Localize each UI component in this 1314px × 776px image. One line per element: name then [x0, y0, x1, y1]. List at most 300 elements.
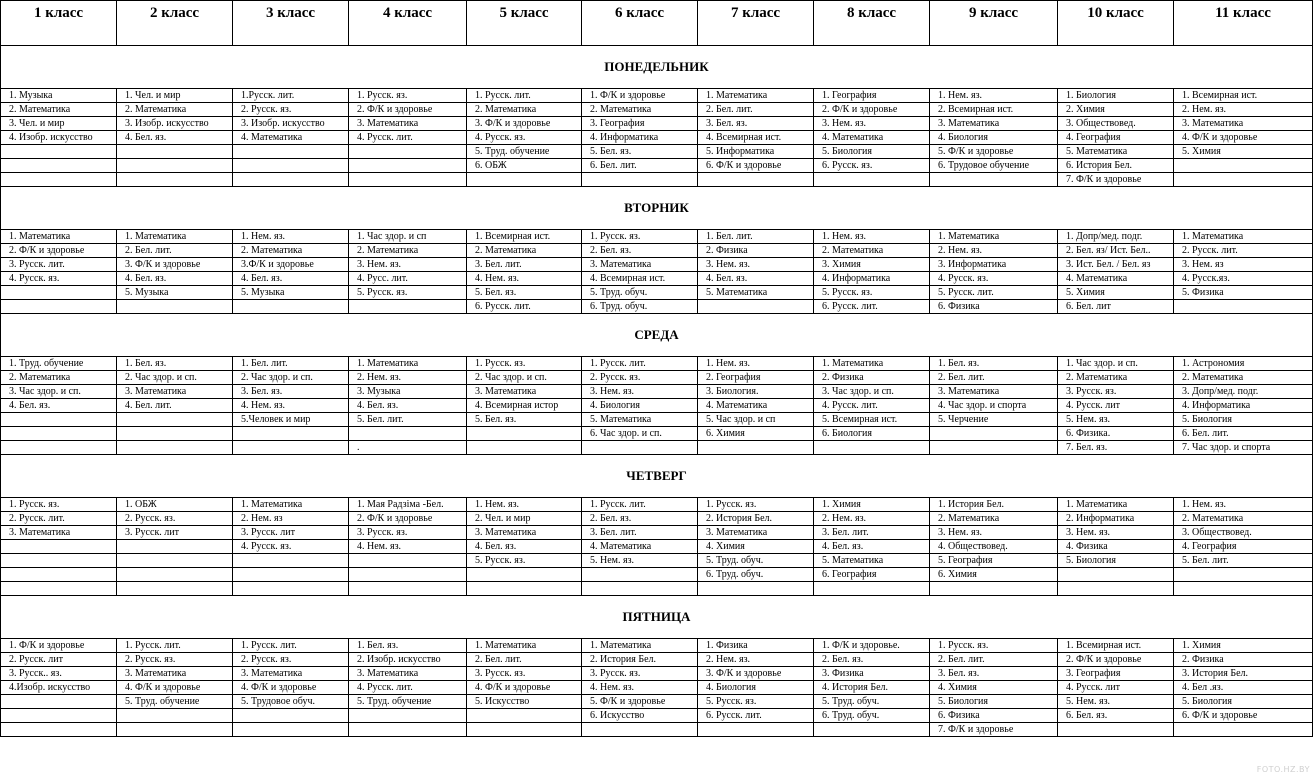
day-header-row: [1, 314, 1313, 357]
lesson-cell: [117, 723, 233, 737]
lesson-cell: 1. Нем. яз.: [1174, 498, 1313, 512]
lesson-cell: 5. Химия: [1058, 286, 1174, 300]
lesson-cell: 7. Ф/К и здоровье: [930, 723, 1058, 737]
lesson-cell: 5. Искусство: [467, 695, 582, 709]
lesson-cell: 2. Математика: [582, 103, 698, 117]
lesson-cell: 2. География: [698, 371, 814, 385]
lesson-cell: [117, 173, 233, 187]
lesson-cell: 1. Математика: [233, 498, 349, 512]
lesson-cell: 2. Физика: [814, 371, 930, 385]
lesson-cell: 1. Допр/мед. подг.: [1058, 230, 1174, 244]
lesson-cell: 4. Бел. яз.: [1, 399, 117, 413]
lesson-cell: [467, 709, 582, 723]
lesson-cell: 4. Биология: [930, 131, 1058, 145]
class-header: 7 класс: [698, 1, 814, 46]
lesson-cell: [117, 300, 233, 314]
lesson-row: [1, 681, 1313, 695]
lesson-cell: 1. Труд. обучение: [1, 357, 117, 371]
lesson-cell: [814, 582, 930, 596]
lesson-cell: 1. Биология: [1058, 89, 1174, 103]
lesson-cell: 6. Физика.: [1058, 427, 1174, 441]
day-header-row: [1, 455, 1313, 498]
lesson-cell: 5. Русск. яз.: [814, 286, 930, 300]
lesson-cell: 2. Русск. лит: [1, 653, 117, 667]
lesson-cell: 5. Труд. обучение: [117, 695, 233, 709]
lesson-cell: 2. Информатика: [1058, 512, 1174, 526]
lesson-cell: 1. Бел. яз.: [930, 357, 1058, 371]
lesson-cell: 4. Ф/К и здоровье: [233, 681, 349, 695]
lesson-cell: 4. История Бел.: [814, 681, 930, 695]
lesson-cell: 3. Обществовед.: [1058, 117, 1174, 131]
lesson-cell: 5. Русск. яз.: [698, 695, 814, 709]
lesson-cell: [1, 568, 117, 582]
lesson-cell: [1, 582, 117, 596]
lesson-cell: 2. Бел. яз/ Ист. Бел..: [1058, 244, 1174, 258]
lesson-cell: 6. Труд. обуч.: [698, 568, 814, 582]
lesson-cell: 1. История Бел.: [930, 498, 1058, 512]
lesson-cell: 2. Математика: [1058, 371, 1174, 385]
lesson-cell: 4. Русс. лит.: [349, 272, 467, 286]
lesson-cell: 5. Час здор. и сп: [698, 413, 814, 427]
lesson-cell: 4. География: [1058, 131, 1174, 145]
lesson-cell: 2. Всемирная ист.: [930, 103, 1058, 117]
lesson-cell: 6. Искусство: [582, 709, 698, 723]
lesson-cell: 2. Час здор. и сп.: [467, 371, 582, 385]
lesson-cell: 6. Биология: [814, 427, 930, 441]
lesson-cell: 4. Информатика: [582, 131, 698, 145]
lesson-cell: 3. Обществовед.: [1174, 526, 1313, 540]
lesson-cell: 4. Всемирная ист.: [698, 131, 814, 145]
lesson-row: [1, 413, 1313, 427]
lesson-cell: 6. Физика: [930, 709, 1058, 723]
lesson-cell: 5. Труд. обуч.: [698, 554, 814, 568]
lesson-cell: 2. Математика: [1174, 512, 1313, 526]
day-name: ВТОРНИК: [1, 187, 1313, 230]
lesson-cell: 3. Математика: [1174, 117, 1313, 131]
lesson-cell: 5. Русск. яз.: [349, 286, 467, 300]
lesson-cell: 6. Русск. лит.: [814, 300, 930, 314]
lesson-cell: 4. Бел. яз.: [698, 272, 814, 286]
lesson-cell: 5. Математика: [1058, 145, 1174, 159]
lesson-cell: [1174, 173, 1313, 187]
lesson-cell: 5. Русск. яз.: [467, 554, 582, 568]
lesson-cell: 3. Русск. яз.: [1058, 385, 1174, 399]
lesson-cell: [117, 540, 233, 554]
lesson-cell: 1. Русск. яз.: [698, 498, 814, 512]
lesson-cell: [582, 441, 698, 455]
lesson-cell: 6. Бел. яз.: [1058, 709, 1174, 723]
lesson-cell: [814, 441, 930, 455]
lesson-cell: 1. Русск. лит.: [233, 639, 349, 653]
lesson-row: [1, 371, 1313, 385]
lesson-cell: 3. Ф/К и здоровье: [698, 667, 814, 681]
lesson-cell: 4. Час здор. и спорта: [930, 399, 1058, 413]
lesson-cell: 3. Математика: [698, 526, 814, 540]
lesson-cell: 4.Изобр. искусство: [1, 681, 117, 695]
lesson-cell: [1, 159, 117, 173]
lesson-cell: 2. Час здор. и сп.: [117, 371, 233, 385]
lesson-cell: 7. Ф/К и здоровье: [1058, 173, 1174, 187]
lesson-cell: [1, 540, 117, 554]
lesson-cell: 5. Бел. яз.: [582, 145, 698, 159]
lesson-cell: 2. Нем. яз.: [349, 371, 467, 385]
lesson-row: [1, 286, 1313, 300]
lesson-cell: 3. География: [582, 117, 698, 131]
lesson-cell: [698, 582, 814, 596]
lesson-cell: 4. Изобр. искусство: [1, 131, 117, 145]
lesson-row: [1, 723, 1313, 737]
lesson-cell: 1. Мая Радзіма -Бел.: [349, 498, 467, 512]
lesson-cell: [582, 582, 698, 596]
lesson-row: [1, 568, 1313, 582]
lesson-cell: 3. Математика: [117, 385, 233, 399]
lesson-row: [1, 300, 1313, 314]
lesson-cell: [467, 441, 582, 455]
lesson-cell: 4. Физика: [1058, 540, 1174, 554]
lesson-row: [1, 512, 1313, 526]
lesson-cell: 5. Биология: [930, 695, 1058, 709]
lesson-cell: 3. Русск. яз.: [582, 667, 698, 681]
lesson-cell: 3. Русск.. яз.: [1, 667, 117, 681]
lesson-cell: 1. Нем. яз.: [698, 357, 814, 371]
lesson-cell: 4. Русск. лит: [1058, 681, 1174, 695]
lesson-cell: 4. Химия: [698, 540, 814, 554]
lesson-row: [1, 89, 1313, 103]
lesson-cell: 4. Ф/К и здоровье: [117, 681, 233, 695]
lesson-cell: 2. Математика: [233, 244, 349, 258]
lesson-cell: 1. Физика: [698, 639, 814, 653]
lesson-row: [1, 258, 1313, 272]
class-header: 4 класс: [349, 1, 467, 46]
lesson-cell: [233, 554, 349, 568]
lesson-cell: 2. Русск. яз.: [117, 512, 233, 526]
class-header: 11 класс: [1174, 1, 1313, 46]
lesson-cell: 3. Изобр. искусство: [233, 117, 349, 131]
lesson-cell: 6. Химия: [698, 427, 814, 441]
lesson-cell: 1. Бел. яз.: [349, 639, 467, 653]
lesson-cell: 6. Час здор. и сп.: [582, 427, 698, 441]
lesson-cell: 3. Допр/мед. подг.: [1174, 385, 1313, 399]
lesson-cell: [233, 723, 349, 737]
lesson-cell: 4. Нем. яз.: [467, 272, 582, 286]
lesson-cell: 1. Час здор. и сп.: [1058, 357, 1174, 371]
lesson-cell: 4. Информатика: [814, 272, 930, 286]
lesson-cell: 3. Час здор. и сп.: [1, 385, 117, 399]
day-name: ПЯТНИЦА: [1, 596, 1313, 639]
lesson-cell: 1. Русск. яз.: [467, 357, 582, 371]
lesson-cell: 5. Бел. яз.: [467, 413, 582, 427]
lesson-cell: 6. История Бел.: [1058, 159, 1174, 173]
lesson-cell: 5. Математика: [582, 413, 698, 427]
lesson-cell: 5. Нем. яз.: [1058, 695, 1174, 709]
lesson-row: [1, 695, 1313, 709]
lesson-cell: 1. Русск. яз.: [1, 498, 117, 512]
lesson-cell: [1174, 723, 1313, 737]
lesson-cell: 5. Информатика: [698, 145, 814, 159]
lesson-cell: [1, 300, 117, 314]
lesson-cell: 2. Бел. лит.: [117, 244, 233, 258]
lesson-cell: [117, 413, 233, 427]
lesson-cell: 3. Бел. лит.: [814, 526, 930, 540]
lesson-cell: [349, 723, 467, 737]
lesson-cell: 3. Час здор. и сп.: [814, 385, 930, 399]
lesson-cell: 3. Нем. яз.: [698, 258, 814, 272]
lesson-cell: [349, 173, 467, 187]
lesson-cell: 3. Математика: [1, 526, 117, 540]
lesson-cell: 2. Бел. лит.: [698, 103, 814, 117]
lesson-cell: 2. Бел. яз.: [582, 512, 698, 526]
lesson-cell: 2. Ф/К и здоровье: [1, 244, 117, 258]
lesson-cell: 5. Музыка: [233, 286, 349, 300]
lesson-cell: 5. Музыка: [117, 286, 233, 300]
lesson-cell: [698, 723, 814, 737]
lesson-cell: 4. Ф/К и здоровье: [467, 681, 582, 695]
lesson-cell: [1058, 568, 1174, 582]
lesson-cell: [1, 441, 117, 455]
lesson-cell: [698, 173, 814, 187]
lesson-row: [1, 667, 1313, 681]
lesson-cell: 3. Математика: [349, 667, 467, 681]
lesson-cell: 1. Математика: [349, 357, 467, 371]
lesson-cell: 1. Чел. и мир: [117, 89, 233, 103]
lesson-cell: 3. Физика: [814, 667, 930, 681]
lesson-cell: 2. Математика: [1, 103, 117, 117]
lesson-cell: [233, 300, 349, 314]
lesson-cell: 3. Математика: [117, 667, 233, 681]
lesson-cell: 3. Математика: [233, 667, 349, 681]
lesson-cell: [582, 173, 698, 187]
lesson-cell: 6. Физика: [930, 300, 1058, 314]
lesson-cell: 5. Бел. лит.: [349, 413, 467, 427]
lesson-cell: [467, 582, 582, 596]
lesson-row: [1, 145, 1313, 159]
lesson-cell: 4. Бел .яз.: [1174, 681, 1313, 695]
lesson-cell: [1, 413, 117, 427]
lesson-cell: 6. Труд. обуч.: [582, 300, 698, 314]
lesson-cell: 6. Русск. яз.: [814, 159, 930, 173]
lesson-cell: 7. Час здор. и спорта: [1174, 441, 1313, 455]
lesson-cell: [1, 723, 117, 737]
lesson-cell: 3. География: [1058, 667, 1174, 681]
lesson-cell: 3. Математика: [930, 117, 1058, 131]
lesson-cell: 2. Ф/К и здоровье: [349, 103, 467, 117]
lesson-cell: [1, 709, 117, 723]
lesson-cell: 5. Нем. яз.: [1058, 413, 1174, 427]
lesson-row: [1, 554, 1313, 568]
lesson-cell: 3. Математика: [467, 526, 582, 540]
lesson-row: [1, 441, 1313, 455]
lesson-cell: [1058, 723, 1174, 737]
lesson-cell: 3. Бел. лит.: [582, 526, 698, 540]
lesson-cell: 1. Нем. яз.: [233, 230, 349, 244]
lesson-cell: [1058, 582, 1174, 596]
lesson-cell: 3. Математика: [930, 385, 1058, 399]
lesson-cell: [1174, 159, 1313, 173]
lesson-cell: 5. Ф/К и здоровье: [930, 145, 1058, 159]
lesson-cell: 4. Ф/К и здоровье: [1174, 131, 1313, 145]
lesson-cell: 4. Русск. яз.: [1, 272, 117, 286]
lesson-cell: [1, 286, 117, 300]
lesson-cell: 3. Нем. яз.: [582, 385, 698, 399]
lesson-cell: [467, 723, 582, 737]
lesson-cell: 1. Химия: [1174, 639, 1313, 653]
lesson-cell: 1. Нем. яз.: [930, 89, 1058, 103]
lesson-cell: 1. Ф/К и здоровье: [582, 89, 698, 103]
lesson-row: [1, 526, 1313, 540]
class-header: 8 класс: [814, 1, 930, 46]
lesson-cell: 5. Химия: [1174, 145, 1313, 159]
lesson-cell: 1. Час здор. и сп: [349, 230, 467, 244]
lesson-cell: 1. Бел. лит.: [698, 230, 814, 244]
lesson-cell: [930, 441, 1058, 455]
lesson-cell: [117, 427, 233, 441]
day-name: ПОНЕДЕЛЬНИК: [1, 46, 1313, 89]
lesson-cell: 4. Информатика: [1174, 399, 1313, 413]
lesson-cell: 5. Биология: [1174, 695, 1313, 709]
lesson-cell: 3. Информатика: [930, 258, 1058, 272]
lesson-cell: 2. Нем. яз.: [1174, 103, 1313, 117]
lesson-cell: 4. Нем. яз.: [349, 540, 467, 554]
lesson-cell: 2. Ф/К и здоровье: [349, 512, 467, 526]
lesson-cell: [117, 145, 233, 159]
lesson-cell: 3. Русск. лит: [117, 526, 233, 540]
lesson-cell: 2. Бел. яз.: [582, 244, 698, 258]
lesson-cell: 2. Бел. лит.: [930, 653, 1058, 667]
lesson-cell: 1. Ф/К и здоровье.: [814, 639, 930, 653]
lesson-cell: 1. Математика: [117, 230, 233, 244]
lesson-cell: 3. Нем. яз.: [814, 117, 930, 131]
lesson-cell: [467, 173, 582, 187]
lesson-cell: [117, 709, 233, 723]
lesson-row: [1, 709, 1313, 723]
lesson-cell: 6. Труд. обуч.: [814, 709, 930, 723]
lesson-cell: [233, 709, 349, 723]
lesson-cell: 3. Музыка: [349, 385, 467, 399]
lesson-cell: 2. Ф/К и здоровье: [814, 103, 930, 117]
lesson-cell: 3. Русск. лит: [233, 526, 349, 540]
lesson-row: [1, 540, 1313, 554]
lesson-cell: [349, 145, 467, 159]
lesson-cell: [117, 441, 233, 455]
lesson-cell: 2. Нем. яз.: [814, 512, 930, 526]
lesson-cell: 1. География: [814, 89, 930, 103]
lesson-row: [1, 230, 1313, 244]
lesson-cell: 4. Нем. яз.: [233, 399, 349, 413]
lesson-row: [1, 582, 1313, 596]
lesson-cell: 2. Русск. яз.: [117, 653, 233, 667]
lesson-cell: [349, 427, 467, 441]
lesson-cell: 1. Русск. лит.: [582, 357, 698, 371]
lesson-row: [1, 244, 1313, 258]
lesson-cell: 5. Биология: [814, 145, 930, 159]
lesson-cell: 5. Биология: [1058, 554, 1174, 568]
lesson-cell: 2. Нем. яз.: [930, 244, 1058, 258]
lesson-cell: [1, 173, 117, 187]
lesson-cell: 3. Бел. лит.: [467, 258, 582, 272]
lesson-cell: 6. Бел. лит: [1058, 300, 1174, 314]
lesson-cell: [930, 427, 1058, 441]
lesson-cell: 1.Русск. лит.: [233, 89, 349, 103]
lesson-cell: 5. Трудовое обуч.: [233, 695, 349, 709]
lesson-cell: 3. История Бел.: [1174, 667, 1313, 681]
class-header: 5 класс: [467, 1, 582, 46]
class-header-row: [1, 1, 1313, 46]
lesson-cell: 3. Бел. яз.: [930, 667, 1058, 681]
lesson-cell: 4. Всемирная ист.: [582, 272, 698, 286]
lesson-row: [1, 272, 1313, 286]
lesson-cell: 2. Математика: [467, 244, 582, 258]
lesson-cell: 5. Физика: [1174, 286, 1313, 300]
lesson-row: [1, 498, 1313, 512]
lesson-cell: 3. Нем. яз.: [930, 526, 1058, 540]
lesson-cell: 2. Физика: [1174, 653, 1313, 667]
day-header-row: [1, 596, 1313, 639]
lesson-cell: 4. Бел. яз.: [814, 540, 930, 554]
lesson-cell: 6. Бел. лит.: [582, 159, 698, 173]
lesson-cell: 4. Русск. яз.: [467, 131, 582, 145]
lesson-cell: 1. Математика: [467, 639, 582, 653]
lesson-cell: 5. Бел. яз.: [467, 286, 582, 300]
lesson-row: [1, 385, 1313, 399]
class-header: 2 класс: [117, 1, 233, 46]
lesson-cell: 5. Нем. яз.: [582, 554, 698, 568]
lesson-cell: [117, 554, 233, 568]
lesson-cell: 4. Русск. лит.: [349, 131, 467, 145]
lesson-cell: 1. Нем. яз.: [814, 230, 930, 244]
lesson-cell: 5. Математика: [698, 286, 814, 300]
day-name: ЧЕТВЕРГ: [1, 455, 1313, 498]
lesson-cell: 2. Математика: [1174, 371, 1313, 385]
lesson-cell: 6. Химия: [930, 568, 1058, 582]
lesson-cell: 5. Труд. обучение: [349, 695, 467, 709]
lesson-cell: 1. ОБЖ: [117, 498, 233, 512]
day-header-row: [1, 46, 1313, 89]
lesson-cell: 5. Труд. обуч.: [582, 286, 698, 300]
lesson-cell: [233, 159, 349, 173]
lesson-cell: [233, 582, 349, 596]
lesson-cell: 4. Всемирная истор: [467, 399, 582, 413]
lesson-cell: [117, 568, 233, 582]
lesson-cell: 1. Математика: [930, 230, 1058, 244]
lesson-row: [1, 131, 1313, 145]
lesson-cell: 6. ОБЖ: [467, 159, 582, 173]
lesson-cell: 3. Математика: [349, 117, 467, 131]
lesson-cell: 2. Русск. яз.: [233, 653, 349, 667]
lesson-cell: [814, 723, 930, 737]
lesson-cell: 7. Бел. яз.: [1058, 441, 1174, 455]
class-header: 10 класс: [1058, 1, 1174, 46]
lesson-cell: 4. Математика: [233, 131, 349, 145]
lesson-cell: 4. Бел. яз.: [117, 131, 233, 145]
lesson-cell: 6. Русск. лит.: [698, 709, 814, 723]
lesson-cell: [698, 441, 814, 455]
lesson-row: [1, 653, 1313, 667]
lesson-cell: [233, 173, 349, 187]
lesson-cell: [467, 427, 582, 441]
lesson-cell: 1. Математика: [698, 89, 814, 103]
lesson-cell: [233, 441, 349, 455]
lesson-cell: 1. Астрономия: [1174, 357, 1313, 371]
lesson-cell: 2. Математика: [814, 244, 930, 258]
lesson-cell: 1. Русск. лит.: [467, 89, 582, 103]
lesson-cell: 3. Бел. яз.: [233, 385, 349, 399]
lesson-cell: [582, 723, 698, 737]
lesson-cell: 6. География: [814, 568, 930, 582]
lesson-cell: [233, 427, 349, 441]
lesson-cell: [930, 582, 1058, 596]
lesson-cell: [349, 709, 467, 723]
lesson-row: [1, 399, 1313, 413]
